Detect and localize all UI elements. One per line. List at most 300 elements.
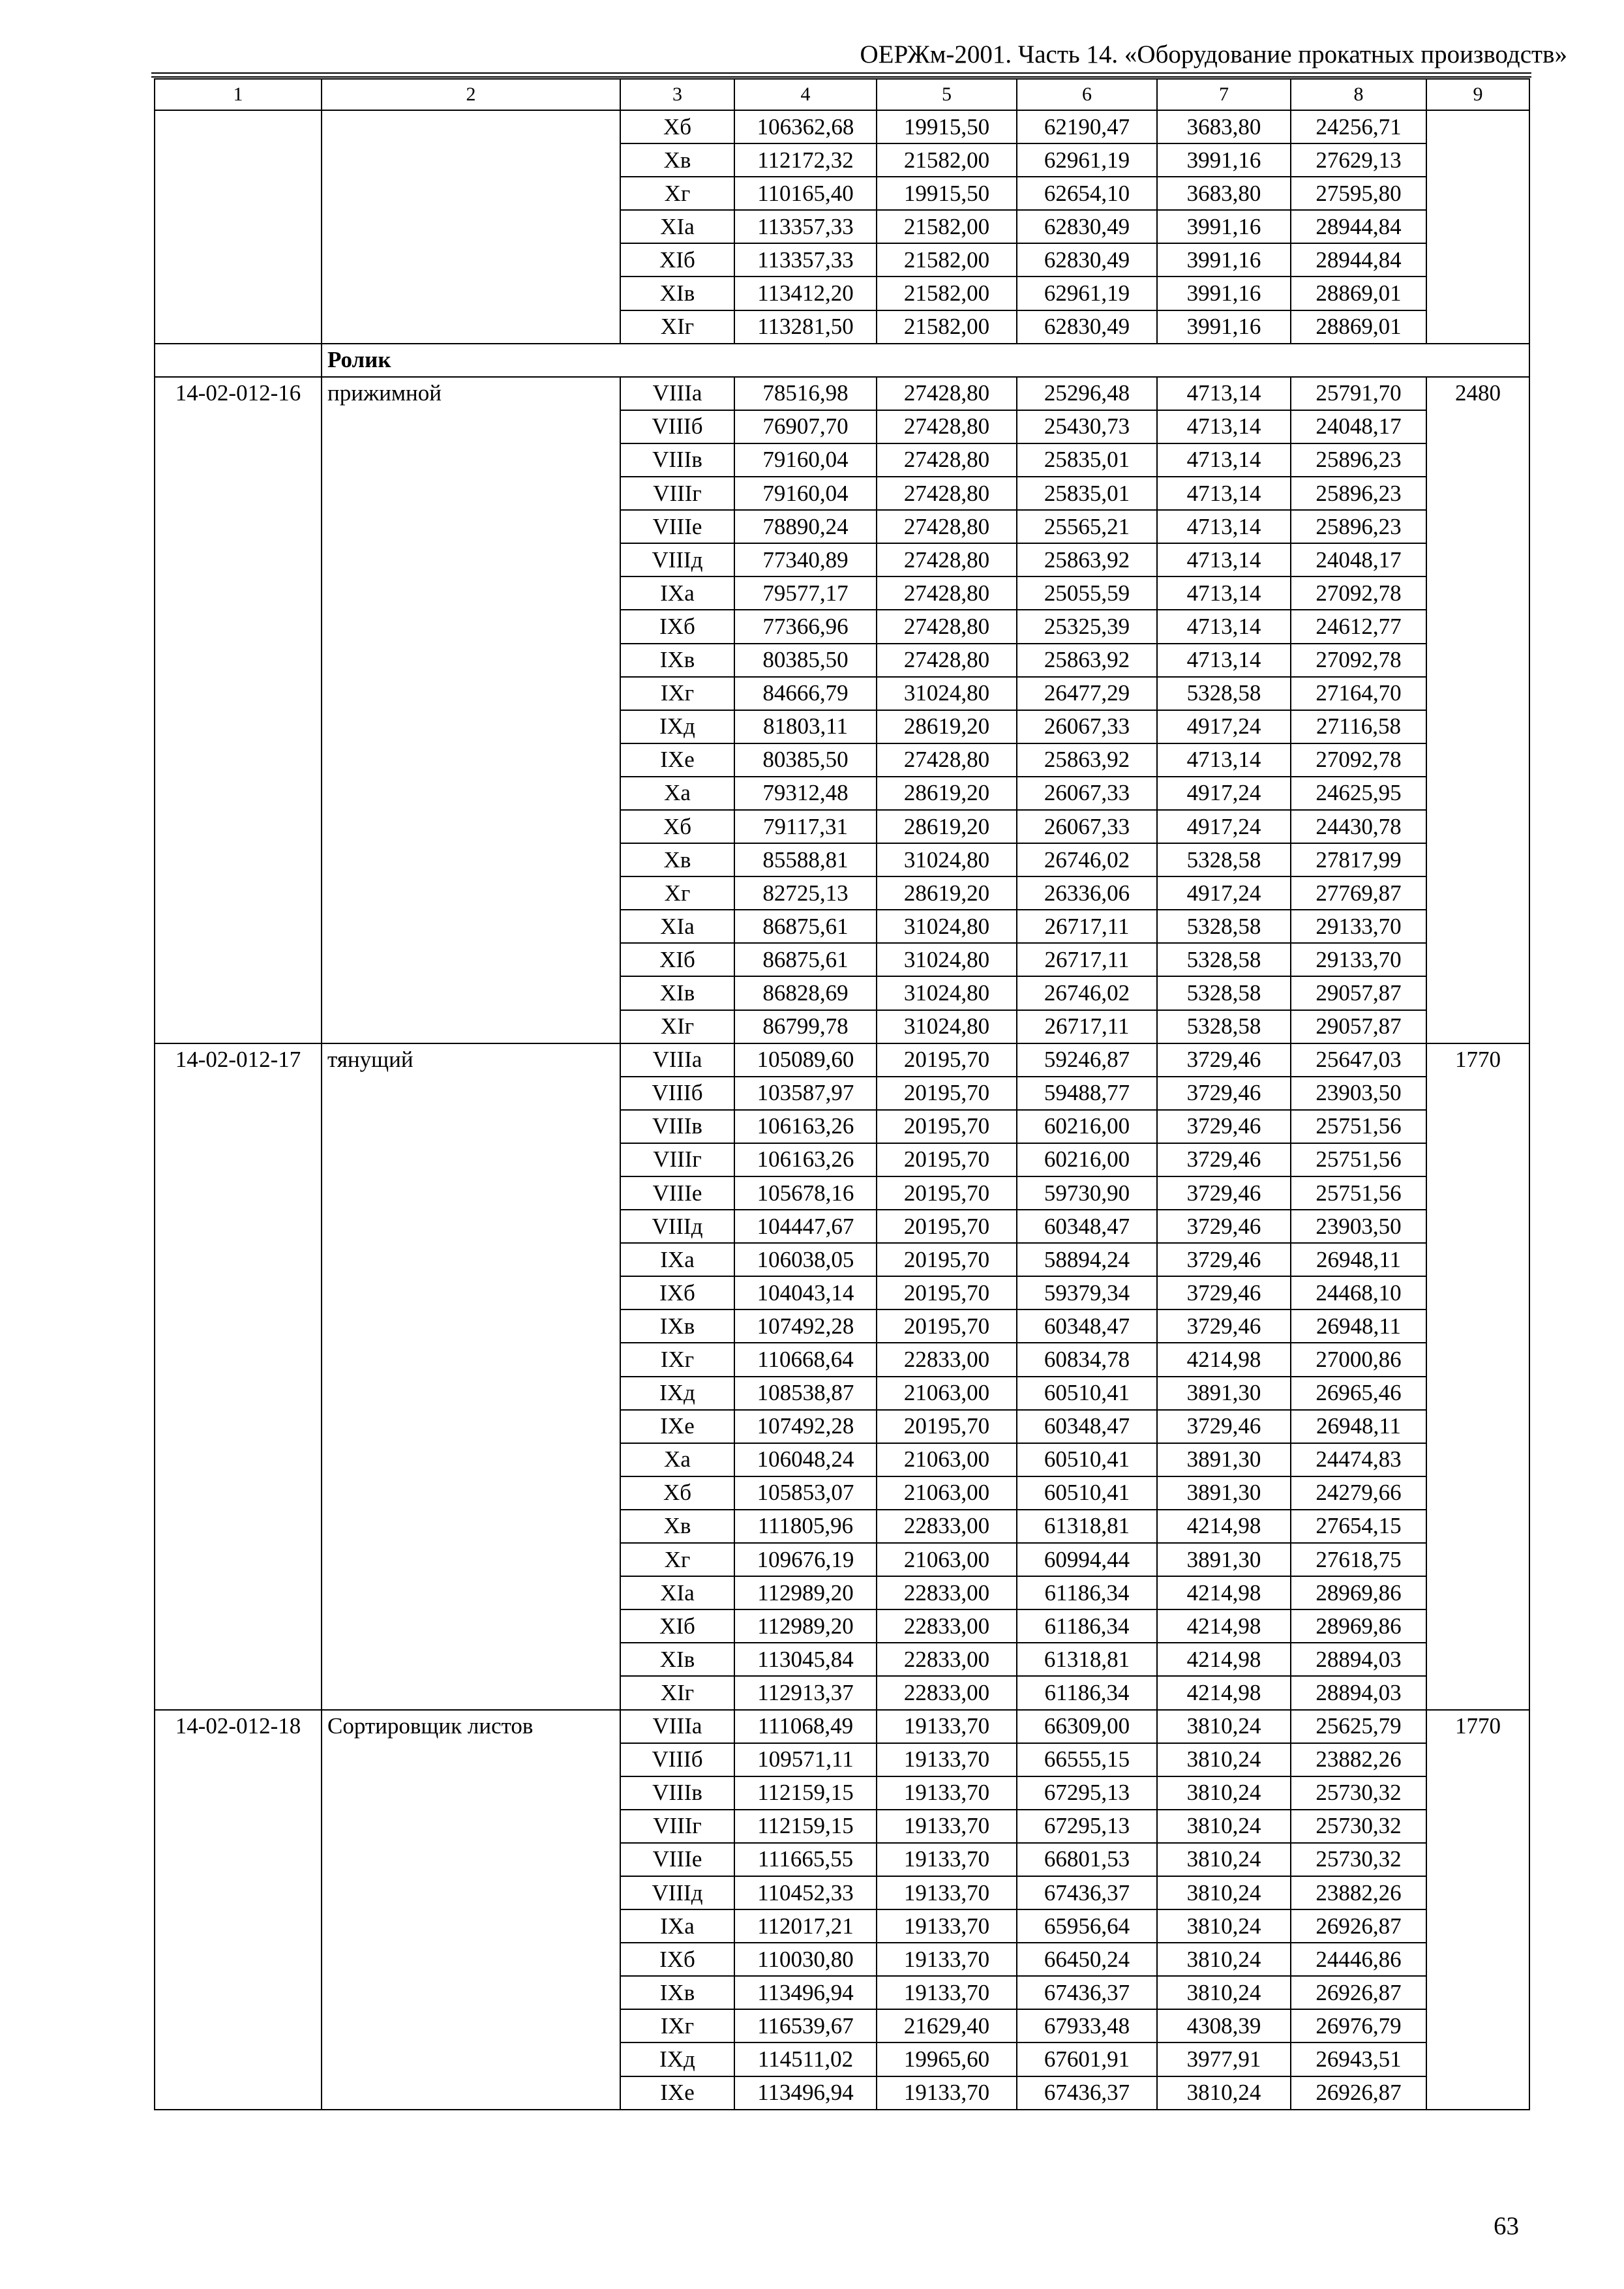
value-cell: 5328,58 xyxy=(1157,910,1291,943)
value-cell: 27428,80 xyxy=(877,510,1017,543)
value-cell: Xб xyxy=(620,1476,734,1510)
value-cell: 62961,19 xyxy=(1017,143,1157,177)
value-cell: XIв xyxy=(620,976,734,1010)
value-cell: 27092,78 xyxy=(1291,743,1426,777)
value-cell: 3810,24 xyxy=(1157,1943,1291,1976)
code-cell: 14-02-012-17 xyxy=(155,1043,322,1710)
value-cell: VIIIв xyxy=(620,443,734,477)
value-cell: 24612,77 xyxy=(1291,610,1426,643)
value-cell: 26948,11 xyxy=(1291,1410,1426,1443)
qty-cell: 2480 xyxy=(1426,377,1529,1043)
value-cell: 67933,48 xyxy=(1017,2009,1157,2042)
value-cell: 28969,86 xyxy=(1291,1576,1426,1609)
value-cell: 26926,87 xyxy=(1291,1976,1426,2009)
section-label: Ролик xyxy=(322,344,1529,377)
value-cell: 25055,59 xyxy=(1017,576,1157,610)
value-cell: IXе xyxy=(620,743,734,777)
value-cell: 112159,15 xyxy=(734,1776,877,1810)
value-cell: 5328,58 xyxy=(1157,677,1291,710)
value-cell: 25625,79 xyxy=(1291,1710,1426,1743)
name-cell: прижимной xyxy=(322,377,620,1043)
value-cell: XIб xyxy=(620,943,734,976)
value-cell: 25296,48 xyxy=(1017,377,1157,410)
value-cell: 67295,13 xyxy=(1017,1810,1157,1843)
value-cell: VIIIе xyxy=(620,510,734,543)
value-cell: 3977,91 xyxy=(1157,2042,1291,2076)
value-cell: 27164,70 xyxy=(1291,677,1426,710)
value-cell: XIа xyxy=(620,1576,734,1609)
value-cell: 3810,24 xyxy=(1157,1743,1291,1776)
value-cell: VIIIд xyxy=(620,1876,734,1909)
value-cell: 20195,70 xyxy=(877,1077,1017,1110)
value-cell: 59379,34 xyxy=(1017,1276,1157,1309)
value-cell: IXг xyxy=(620,1343,734,1376)
value-cell: 86875,61 xyxy=(734,910,877,943)
value-cell: VIIIг xyxy=(620,477,734,510)
value-cell: 103587,97 xyxy=(734,1077,877,1110)
value-cell: 110668,64 xyxy=(734,1343,877,1376)
value-cell: 3810,24 xyxy=(1157,1976,1291,2009)
value-cell: IXб xyxy=(620,1943,734,1976)
value-cell: 111805,96 xyxy=(734,1510,877,1543)
value-cell: 5328,58 xyxy=(1157,843,1291,876)
value-cell: 27428,80 xyxy=(877,477,1017,510)
value-cell: 26717,11 xyxy=(1017,943,1157,976)
value-cell: 22833,00 xyxy=(877,1643,1017,1676)
value-cell: 20195,70 xyxy=(877,1176,1017,1210)
value-cell: 60510,41 xyxy=(1017,1377,1157,1410)
value-cell: 4214,98 xyxy=(1157,1643,1291,1676)
value-cell: 19133,70 xyxy=(877,1810,1017,1843)
value-cell: 29057,87 xyxy=(1291,976,1426,1010)
value-cell: 67601,91 xyxy=(1017,2042,1157,2076)
qty-cell xyxy=(1426,110,1529,344)
value-cell: 3729,46 xyxy=(1157,1043,1291,1077)
value-cell: 111665,55 xyxy=(734,1843,877,1876)
value-cell: 60834,78 xyxy=(1017,1343,1157,1376)
value-cell: Xг xyxy=(620,876,734,910)
value-cell: 84666,79 xyxy=(734,677,877,710)
value-cell: 20195,70 xyxy=(877,1143,1017,1176)
value-cell: 27428,80 xyxy=(877,543,1017,576)
value-cell: VIIIб xyxy=(620,1743,734,1776)
value-cell: 4713,14 xyxy=(1157,743,1291,777)
value-cell: 78890,24 xyxy=(734,510,877,543)
value-cell: 116539,67 xyxy=(734,2009,877,2042)
value-cell: VIIIд xyxy=(620,1210,734,1243)
value-cell: 3729,46 xyxy=(1157,1243,1291,1276)
value-cell: 67436,37 xyxy=(1017,1976,1157,2009)
value-cell: 60348,47 xyxy=(1017,1410,1157,1443)
value-cell: 3991,16 xyxy=(1157,310,1291,344)
value-cell: 5328,58 xyxy=(1157,943,1291,976)
header-rule xyxy=(151,72,1531,74)
table-row xyxy=(155,1710,1529,1743)
value-cell: 19915,50 xyxy=(877,110,1017,143)
value-cell: 26746,02 xyxy=(1017,843,1157,876)
value-cell: 28619,20 xyxy=(877,876,1017,910)
value-cell: IXв xyxy=(620,1976,734,2009)
value-cell: Xа xyxy=(620,1443,734,1476)
value-cell: 3810,24 xyxy=(1157,1843,1291,1876)
value-cell: 104043,14 xyxy=(734,1276,877,1309)
value-cell: 3810,24 xyxy=(1157,2076,1291,2110)
value-cell: 4917,24 xyxy=(1157,777,1291,810)
table-row xyxy=(155,110,1529,143)
value-cell: 107492,28 xyxy=(734,1410,877,1443)
value-cell: 25730,32 xyxy=(1291,1776,1426,1810)
value-cell: 26336,06 xyxy=(1017,876,1157,910)
value-cell: 105678,16 xyxy=(734,1176,877,1210)
name-cell: Сортировщик листов xyxy=(322,1710,620,2110)
column-number: 7 xyxy=(1157,79,1291,110)
value-cell: IXа xyxy=(620,1909,734,1943)
value-cell: 21582,00 xyxy=(877,210,1017,243)
value-cell: 25751,56 xyxy=(1291,1110,1426,1143)
value-cell: 112172,32 xyxy=(734,143,877,177)
value-cell: 20195,70 xyxy=(877,1276,1017,1309)
value-cell: 31024,80 xyxy=(877,976,1017,1010)
value-cell: 26067,33 xyxy=(1017,710,1157,743)
value-cell: 19133,70 xyxy=(877,1876,1017,1909)
value-cell: 26717,11 xyxy=(1017,910,1157,943)
value-cell: 3810,24 xyxy=(1157,1776,1291,1810)
value-cell: 25863,92 xyxy=(1017,644,1157,677)
value-cell: 3729,46 xyxy=(1157,1309,1291,1343)
value-cell: 27428,80 xyxy=(877,644,1017,677)
value-cell: 61186,34 xyxy=(1017,1609,1157,1643)
value-cell: 4713,14 xyxy=(1157,510,1291,543)
value-cell: 66309,00 xyxy=(1017,1710,1157,1743)
value-cell: 60994,44 xyxy=(1017,1543,1157,1576)
value-cell: 28619,20 xyxy=(877,710,1017,743)
value-cell: 29057,87 xyxy=(1291,1010,1426,1043)
value-cell: 21063,00 xyxy=(877,1543,1017,1576)
value-cell: XIг xyxy=(620,310,734,344)
value-cell: 28944,84 xyxy=(1291,210,1426,243)
value-cell: 26948,11 xyxy=(1291,1243,1426,1276)
value-cell: 26746,02 xyxy=(1017,976,1157,1010)
value-cell: 25730,32 xyxy=(1291,1843,1426,1876)
value-cell: 26948,11 xyxy=(1291,1309,1426,1343)
value-cell: 62830,49 xyxy=(1017,210,1157,243)
value-cell: 82725,13 xyxy=(734,876,877,910)
value-cell: 24279,66 xyxy=(1291,1476,1426,1510)
value-cell: XIг xyxy=(620,1676,734,1709)
qty-cell: 1770 xyxy=(1426,1710,1529,2110)
value-cell: 3729,46 xyxy=(1157,1110,1291,1143)
value-cell: 27769,87 xyxy=(1291,876,1426,910)
value-cell: IXб xyxy=(620,610,734,643)
value-cell: 3683,80 xyxy=(1157,177,1291,210)
value-cell: 26926,87 xyxy=(1291,2076,1426,2110)
value-cell: 3729,46 xyxy=(1157,1077,1291,1110)
value-cell: 3891,30 xyxy=(1157,1543,1291,1576)
value-cell: 62961,19 xyxy=(1017,277,1157,310)
code-cell: 14-02-012-16 xyxy=(155,377,322,1043)
value-cell: 79160,04 xyxy=(734,477,877,510)
value-cell: 110165,40 xyxy=(734,177,877,210)
value-cell: 19133,70 xyxy=(877,2076,1017,2110)
value-cell: 4214,98 xyxy=(1157,1343,1291,1376)
value-cell: IXд xyxy=(620,710,734,743)
value-cell: 61318,81 xyxy=(1017,1510,1157,1543)
value-cell: 27428,80 xyxy=(877,610,1017,643)
value-cell: 20195,70 xyxy=(877,1410,1017,1443)
value-cell: 28894,03 xyxy=(1291,1643,1426,1676)
column-number: 5 xyxy=(877,79,1017,110)
value-cell: 60510,41 xyxy=(1017,1476,1157,1510)
value-cell: Xб xyxy=(620,110,734,143)
value-cell: 76907,70 xyxy=(734,410,877,443)
value-cell: 59730,90 xyxy=(1017,1176,1157,1210)
value-cell: 19133,70 xyxy=(877,1976,1017,2009)
name-cell xyxy=(322,110,620,344)
value-cell: 25791,70 xyxy=(1291,377,1426,410)
value-cell: 113412,20 xyxy=(734,277,877,310)
value-cell: 27629,13 xyxy=(1291,143,1426,177)
value-cell: 113357,33 xyxy=(734,243,877,277)
value-cell: 4214,98 xyxy=(1157,1609,1291,1643)
value-cell: 29133,70 xyxy=(1291,910,1426,943)
value-cell: 60510,41 xyxy=(1017,1443,1157,1476)
value-cell: XIг xyxy=(620,1010,734,1043)
value-cell: Xа xyxy=(620,777,734,810)
value-cell: 19133,70 xyxy=(877,1710,1017,1743)
value-cell: 77366,96 xyxy=(734,610,877,643)
value-cell: 62830,49 xyxy=(1017,243,1157,277)
value-cell: 3683,80 xyxy=(1157,110,1291,143)
value-cell: 19133,70 xyxy=(877,1909,1017,1943)
value-cell: XIб xyxy=(620,1609,734,1643)
value-cell: VIIIб xyxy=(620,1077,734,1110)
value-cell: VIIIа xyxy=(620,377,734,410)
value-cell: 26067,33 xyxy=(1017,777,1157,810)
value-cell: 4713,14 xyxy=(1157,644,1291,677)
value-cell: 19915,50 xyxy=(877,177,1017,210)
value-cell: 3729,46 xyxy=(1157,1410,1291,1443)
value-cell: 24446,86 xyxy=(1291,1943,1426,1976)
header-rule xyxy=(151,76,1531,78)
column-number-row xyxy=(155,79,1529,110)
value-cell: 61186,34 xyxy=(1017,1576,1157,1609)
value-cell: 4713,14 xyxy=(1157,443,1291,477)
value-cell: IXе xyxy=(620,2076,734,2110)
value-cell: Xв xyxy=(620,843,734,876)
value-cell: IXд xyxy=(620,1377,734,1410)
value-cell: 78516,98 xyxy=(734,377,877,410)
value-cell: 26943,51 xyxy=(1291,2042,1426,2076)
value-cell: 60348,47 xyxy=(1017,1210,1157,1243)
value-cell: 4713,14 xyxy=(1157,543,1291,576)
value-cell: 25647,03 xyxy=(1291,1043,1426,1077)
value-cell: 28944,84 xyxy=(1291,243,1426,277)
page-number: 63 xyxy=(1494,2212,1519,2240)
qty-cell: 1770 xyxy=(1426,1043,1529,1710)
value-cell: 27428,80 xyxy=(877,377,1017,410)
value-cell: 31024,80 xyxy=(877,943,1017,976)
value-cell: 106048,24 xyxy=(734,1443,877,1476)
value-cell: 31024,80 xyxy=(877,677,1017,710)
value-cell: 66555,15 xyxy=(1017,1743,1157,1776)
value-cell: 22833,00 xyxy=(877,1576,1017,1609)
value-cell: XIв xyxy=(620,277,734,310)
value-cell: 21063,00 xyxy=(877,1443,1017,1476)
value-cell: 58894,24 xyxy=(1017,1243,1157,1276)
value-cell: 4917,24 xyxy=(1157,810,1291,843)
value-cell: VIIIа xyxy=(620,1710,734,1743)
value-cell: 86875,61 xyxy=(734,943,877,976)
value-cell: 4214,98 xyxy=(1157,1676,1291,1709)
value-cell: 4713,14 xyxy=(1157,576,1291,610)
value-cell: 19965,60 xyxy=(877,2042,1017,2076)
value-cell: VIIIг xyxy=(620,1143,734,1176)
value-cell: 65956,64 xyxy=(1017,1909,1157,1943)
value-cell: 106362,68 xyxy=(734,110,877,143)
value-cell: 79577,17 xyxy=(734,576,877,610)
value-cell: 4917,24 xyxy=(1157,876,1291,910)
value-cell: 113045,84 xyxy=(734,1643,877,1676)
value-cell: 27817,99 xyxy=(1291,843,1426,876)
value-cell: 3729,46 xyxy=(1157,1143,1291,1176)
column-number: 1 xyxy=(155,79,322,110)
value-cell: VIIIд xyxy=(620,543,734,576)
value-cell: IXв xyxy=(620,644,734,677)
value-cell: 61318,81 xyxy=(1017,1643,1157,1676)
table-row xyxy=(155,377,1529,410)
value-cell: 28969,86 xyxy=(1291,1609,1426,1643)
value-cell: 31024,80 xyxy=(877,910,1017,943)
value-cell: 80385,50 xyxy=(734,743,877,777)
value-cell: 67436,37 xyxy=(1017,1876,1157,1909)
value-cell: 25751,56 xyxy=(1291,1176,1426,1210)
value-cell: 60216,00 xyxy=(1017,1143,1157,1176)
value-cell: 5328,58 xyxy=(1157,976,1291,1010)
value-cell: 4917,24 xyxy=(1157,710,1291,743)
value-cell: 62830,49 xyxy=(1017,310,1157,344)
value-cell: 27000,86 xyxy=(1291,1343,1426,1376)
value-cell: 104447,67 xyxy=(734,1210,877,1243)
name-cell: тянущий xyxy=(322,1043,620,1710)
value-cell: 4713,14 xyxy=(1157,610,1291,643)
value-cell: 3810,24 xyxy=(1157,1710,1291,1743)
value-cell: 25896,23 xyxy=(1291,443,1426,477)
value-cell: XIв xyxy=(620,1643,734,1676)
value-cell: 19133,70 xyxy=(877,1943,1017,1976)
value-cell: 21629,40 xyxy=(877,2009,1017,2042)
column-number: 8 xyxy=(1291,79,1426,110)
value-cell: IXг xyxy=(620,677,734,710)
value-cell: 27595,80 xyxy=(1291,177,1426,210)
value-cell: 81803,11 xyxy=(734,710,877,743)
value-cell: 24048,17 xyxy=(1291,410,1426,443)
value-cell: Xг xyxy=(620,177,734,210)
value-cell: 3729,46 xyxy=(1157,1210,1291,1243)
value-cell: 3729,46 xyxy=(1157,1176,1291,1210)
value-cell: 25863,92 xyxy=(1017,743,1157,777)
value-cell: 106163,26 xyxy=(734,1143,877,1176)
value-cell: IXг xyxy=(620,2009,734,2042)
section-blank-cell xyxy=(155,344,322,377)
value-cell: Xв xyxy=(620,1510,734,1543)
running-header: ОЕРЖм-2001. Часть 14. «Оборудование прокатных производств» xyxy=(860,40,1567,68)
value-cell: 3891,30 xyxy=(1157,1377,1291,1410)
value-cell: 3810,24 xyxy=(1157,1810,1291,1843)
value-cell: 4713,14 xyxy=(1157,477,1291,510)
value-cell: 27092,78 xyxy=(1291,576,1426,610)
value-cell: 60216,00 xyxy=(1017,1110,1157,1143)
value-cell: 24048,17 xyxy=(1291,543,1426,576)
value-cell: 21582,00 xyxy=(877,277,1017,310)
value-cell: 85588,81 xyxy=(734,843,877,876)
value-cell: 113357,33 xyxy=(734,210,877,243)
value-cell: 27654,15 xyxy=(1291,1510,1426,1543)
value-cell: IXв xyxy=(620,1309,734,1343)
value-cell: 25430,73 xyxy=(1017,410,1157,443)
value-cell: 4214,98 xyxy=(1157,1510,1291,1543)
value-cell: 105853,07 xyxy=(734,1476,877,1510)
value-cell: 28869,01 xyxy=(1291,310,1426,344)
value-cell: 3810,24 xyxy=(1157,1909,1291,1943)
value-cell: 22833,00 xyxy=(877,1343,1017,1376)
value-cell: 26926,87 xyxy=(1291,1909,1426,1943)
value-cell: XIа xyxy=(620,910,734,943)
value-cell: 112017,21 xyxy=(734,1909,877,1943)
value-cell: 59488,77 xyxy=(1017,1077,1157,1110)
table-row xyxy=(155,1043,1529,1077)
value-cell: VIIIв xyxy=(620,1776,734,1810)
section-row xyxy=(155,344,1529,377)
value-cell: 3891,30 xyxy=(1157,1443,1291,1476)
value-cell: 111068,49 xyxy=(734,1710,877,1743)
rates-table xyxy=(154,78,1530,2110)
value-cell: 20195,70 xyxy=(877,1210,1017,1243)
value-cell: 113281,50 xyxy=(734,310,877,344)
column-number: 4 xyxy=(734,79,877,110)
value-cell: 22833,00 xyxy=(877,1510,1017,1543)
value-cell: 79312,48 xyxy=(734,777,877,810)
value-cell: 29133,70 xyxy=(1291,943,1426,976)
value-cell: 112989,20 xyxy=(734,1576,877,1609)
value-cell: 59246,87 xyxy=(1017,1043,1157,1077)
value-cell: IXа xyxy=(620,576,734,610)
value-cell: 25863,92 xyxy=(1017,543,1157,576)
value-cell: 3891,30 xyxy=(1157,1476,1291,1510)
column-number: 3 xyxy=(620,79,734,110)
value-cell: 106163,26 xyxy=(734,1110,877,1143)
value-cell: 66801,53 xyxy=(1017,1843,1157,1876)
value-cell: 3810,24 xyxy=(1157,1876,1291,1909)
value-cell: 23903,50 xyxy=(1291,1077,1426,1110)
value-cell: 114511,02 xyxy=(734,2042,877,2076)
value-cell: IXе xyxy=(620,1410,734,1443)
value-cell: IXд xyxy=(620,2042,734,2076)
column-number: 9 xyxy=(1426,79,1529,110)
value-cell: 25896,23 xyxy=(1291,477,1426,510)
value-cell: 27618,75 xyxy=(1291,1543,1426,1576)
value-cell: 66450,24 xyxy=(1017,1943,1157,1976)
value-cell: 25565,21 xyxy=(1017,510,1157,543)
value-cell: 22833,00 xyxy=(877,1676,1017,1709)
value-cell: 24468,10 xyxy=(1291,1276,1426,1309)
value-cell: 60348,47 xyxy=(1017,1309,1157,1343)
value-cell: 109676,19 xyxy=(734,1543,877,1576)
value-cell: 24625,95 xyxy=(1291,777,1426,810)
value-cell: 25835,01 xyxy=(1017,443,1157,477)
value-cell: 108538,87 xyxy=(734,1377,877,1410)
value-cell: 24474,83 xyxy=(1291,1443,1426,1476)
value-cell: 25751,56 xyxy=(1291,1143,1426,1176)
